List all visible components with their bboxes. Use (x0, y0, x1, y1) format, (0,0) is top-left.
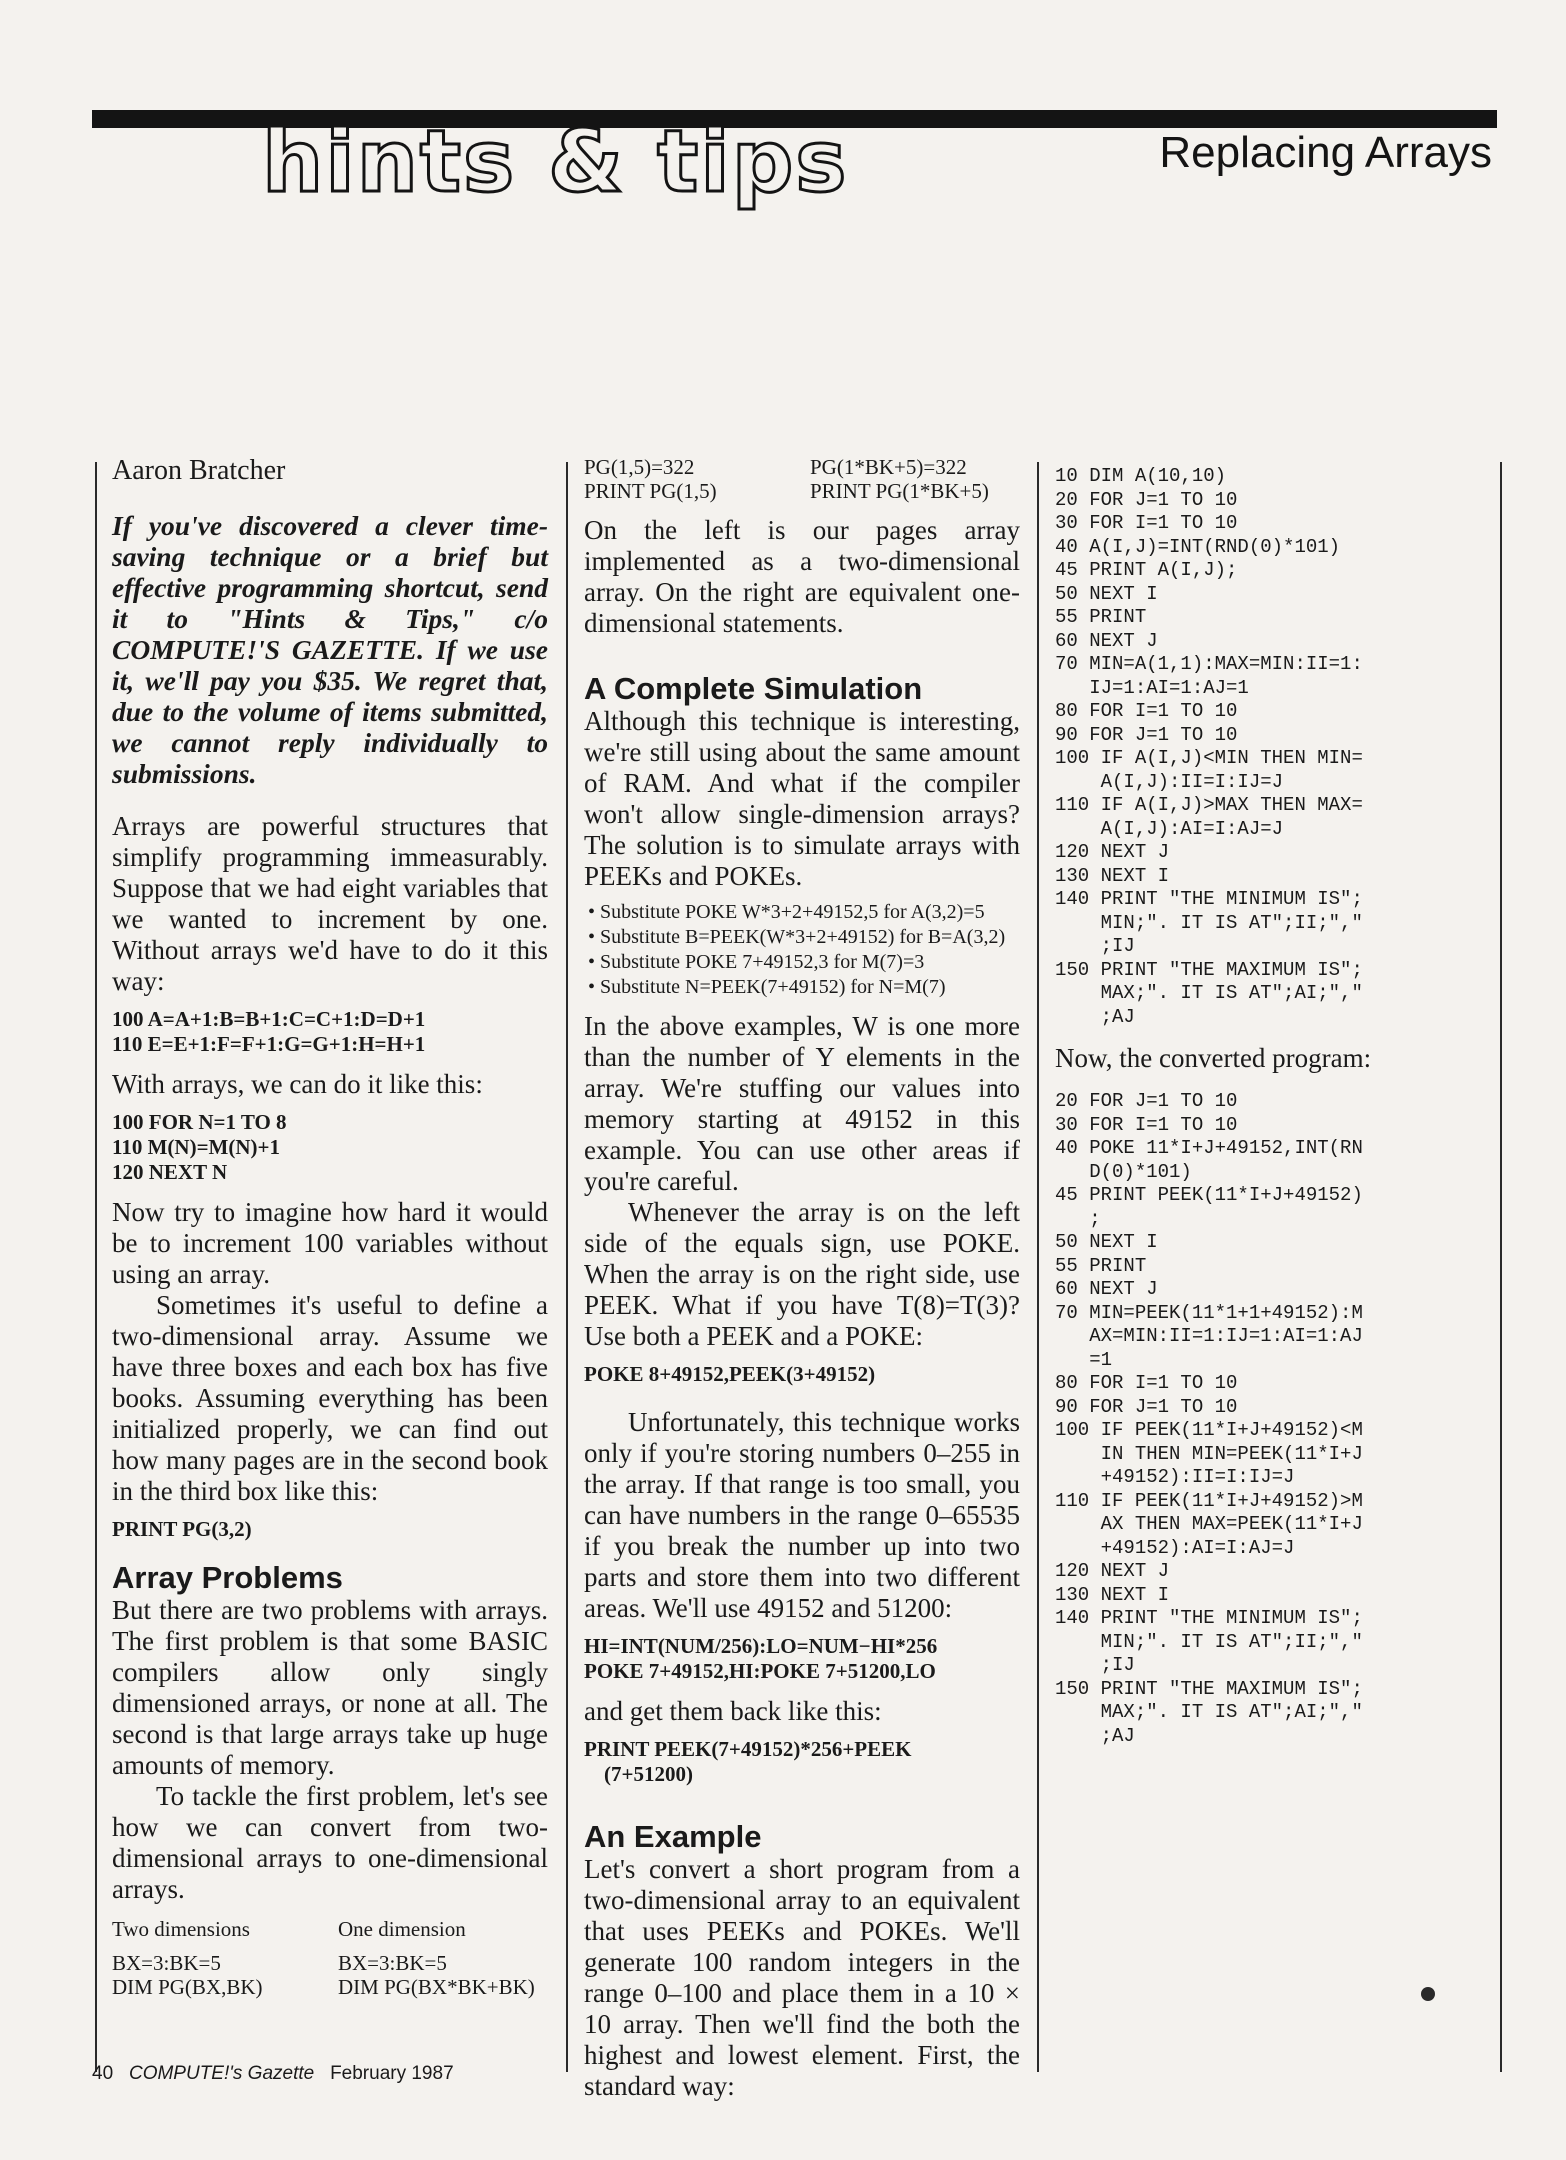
paragraph: and get them back like this: (584, 1696, 882, 1726)
column-2 (584, 455, 1020, 2102)
list-item: • Substitute B=PEEK(W*3+2+49152) for B=A(3,2) (588, 926, 1006, 948)
issue-date: February 1987 (330, 2063, 454, 2084)
paragraph: Arrays are powerful structures that simplify programming immeasurably. Suppose that we had eight variables that we wanted to increment by one. Without arrays we'd have to do it this way: (112, 811, 548, 996)
column-divider (95, 462, 97, 2072)
page-footer (92, 2063, 454, 2085)
paragraph: On the left is our pages array implemented as a two-dimensional array. On the right are equivalent one-dimensional statements. (584, 515, 1020, 638)
paragraph: Unfortunately, this technique works only if you're storing numbers 0–255 in the array. If that range is too small, you can have numbers in the range 0–65535 if you break the number up into two parts and store them into two different areas. We'll use 49152 and 51200: (584, 1407, 1020, 1623)
substitution-list (584, 900, 1020, 999)
code-snippet: PRINT PEEK(7+49152)*256+PEEK (7+51200) (584, 1737, 912, 1786)
code-snippet: 100 A=A+1:B=B+1:C=C+1:D=D+1 110 E=E+1:F=F+1:G=G+1:H=H+1 (112, 1007, 426, 1056)
basic-listing-converted: 20 FOR J=1 TO 10 30 FOR I=1 TO 10 40 POKE 11*I+J+49152,INT(RN D(0)*101) 45 PRINT PEEK(11*I+J+49152) ; 50 NEXT I 55 PRINT 60 NEXT J 70 MIN=PEEK(11*1+1+49152):M AX=MIN:II=1:IJ=1:AI=1:AJ =1 80 FOR I=1 TO 10 90 FOR J=1 TO 10 100 IF PEEK(11*I+J+49152)<M IN THEN MIN=PEEK(11*I+J +49152):II=I:IJ=J 110 IF PEEK(11*I+J+49152)>M AX THEN MAX=PEEK(11*I+J +49152):AI=I:AJ=J 120 NEXT J 130 NEXT I 140 PRINT "THE MINIMUM IS"; MIN;". IT IS AT";II;"," ;IJ 150 PRINT "THE MAXIMUM IS"; MAX;". IT IS AT";AI;"," ;AJ (1055, 1090, 1363, 1747)
subheading: A Complete Simulation (584, 671, 923, 706)
list-item: • Substitute POKE W*3+2+49152,5 for A(3,2)=5 (588, 901, 985, 923)
intro-paragraph: If you've discovered a clever time-saving technique or a brief but effective programming shortcut, send it to "Hints & Tips," c/o COMPUTE!'S GAZETTE. If we use it, we'll pay you $35. We regret that, due to the volume of items submitted, we cannot reply individually to submissions. (112, 510, 548, 789)
code-snippet: HI=INT(NUM/256):LO=NUM−HI*256 POKE 7+49152,HI:POKE 7+51200,LO (584, 1634, 938, 1683)
subheading: An Example (584, 1819, 762, 1854)
column-divider (1500, 462, 1502, 2072)
comparison-table-continued: PG(1,5)=322 PG(1*BK+5)=322 PRINT PG(1,5) PRINT PG(1*BK+5) (584, 455, 989, 503)
paragraph: Let's convert a short program from a two-dimensional array to an equivalent that uses PEEKs and POKEs. We'll generate 100 random integers in the range 0–100 and place them in a 10 × 10 array. Then we'll find the both the highest and lowest element. First, the standard way: (584, 1854, 1020, 2101)
column-3 (1055, 455, 1487, 1995)
end-of-article-icon (1421, 1987, 1435, 2001)
paragraph: To tackle the first problem, let's see how we can convert from two-dimensional arrays to one-dimensional arrays. (112, 1781, 548, 1904)
column-1 (112, 455, 548, 2011)
code-snippet: 100 FOR N=1 TO 8 110 M(N)=M(N)+1 120 NEXT N (112, 1110, 287, 1184)
code-snippet: PRINT PG(3,2) (112, 1517, 252, 1541)
paragraph: In the above examples, W is one more than the number of Y elements in the array. We're stuffing our values into memory starting at 49152 in this example. You can use other areas if you're careful. (584, 1011, 1020, 1196)
section-logo: hints & tips (262, 112, 849, 212)
paragraph: With arrays, we can do it like this: (112, 1069, 483, 1099)
list-item: • Substitute N=PEEK(7+49152) for N=M(7) (588, 976, 946, 998)
paragraph: Whenever the array is on the left side of the equals sign, use POKE. When the array is on the right side, use PEEK. What if you have T(8)=T(3)? Use both a PEEK and a POKE: (584, 1197, 1020, 1351)
paragraph: Now try to imagine how hard it would be to increment 100 variables without using an array. (112, 1197, 548, 1289)
column-divider (566, 462, 568, 2072)
list-item: • Substitute POKE 7+49152,3 for M(7)=3 (588, 951, 925, 973)
author-byline: Aaron Bratcher (112, 455, 286, 486)
paragraph: But there are two problems with arrays. The first problem is that some BASIC compilers allow only singly dimensioned arrays, or none at all. The second is that large arrays take up huge amounts of memory. (112, 1595, 548, 1780)
basic-listing-standard: 10 DIM A(10,10) 20 FOR J=1 TO 10 30 FOR I=1 TO 10 40 A(I,J)=INT(RND(0)*101) 45 PRINT A(I,J); 50 NEXT I 55 PRINT 60 NEXT J 70 MIN=A(1,1):MAX=MIN:II=1: IJ=1:AI=1:AJ=1 80 FOR I=1 TO 10 90 FOR J=1 TO 10 100 IF A(I,J)<MIN THEN MIN= A(I,J):II=I:IJ=J 110 IF A(I,J)>MAX THEN MAX= A(I,J):AI=I:AJ=J 120 NEXT J 130 NEXT I 140 PRINT "THE MINIMUM IS"; MIN;". IT IS AT";II;"," ;IJ 150 PRINT "THE MAXIMUM IS"; MAX;". IT IS AT";AI;"," ;AJ (1055, 465, 1363, 1028)
code-snippet: POKE 8+49152,PEEK(3+49152) (584, 1362, 876, 1386)
paragraph: Although this technique is interesting, we're still using about the same amount of RAM. And what if the compiler won't allow single-dimension arrays? The solution is to simulate arrays with PEEKs and POKEs. (584, 706, 1020, 891)
page-number: 40 (92, 2063, 114, 2084)
paragraph: Sometimes it's useful to define a two-dimensional array. Assume we have three boxes and each box has five books. Assuming everything has been initialized properly, we can find out how many pages are in the second book in the third box like this: (112, 1290, 548, 1506)
paragraph: Now, the converted program: (1055, 1043, 1372, 1073)
comparison-table: Two dimensions One dimension BX=3:BK=5 BX=3:BK=5 DIM PG(BX,BK) DIM PG(BX*BK+BK) (112, 1917, 535, 1999)
page-title: Replacing Arrays (1159, 128, 1492, 177)
subheading: Array Problems (112, 1560, 343, 1595)
column-divider (1037, 462, 1039, 2072)
publication-name: COMPUTE!'s Gazette (128, 2063, 315, 2084)
